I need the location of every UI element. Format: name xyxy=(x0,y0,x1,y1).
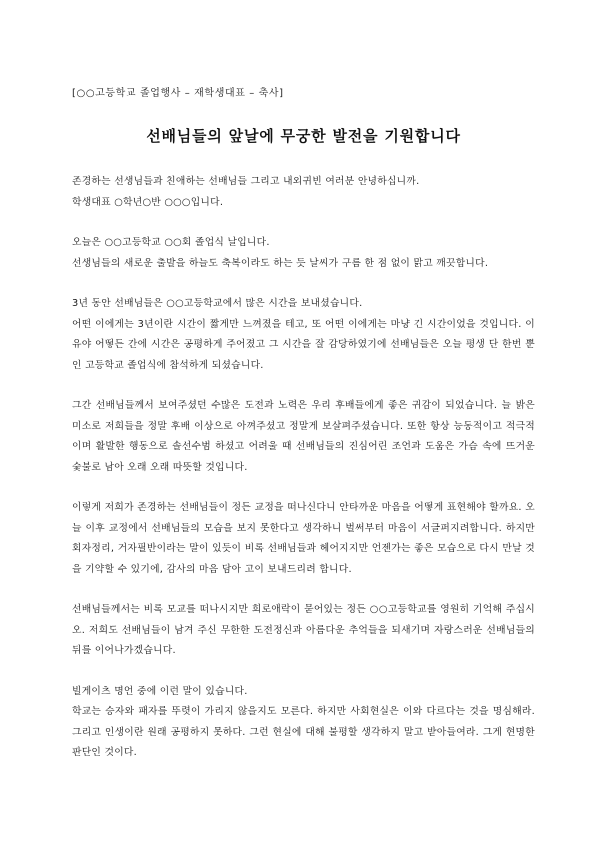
paragraph-line: 어떤 이에게는 3년이란 시간이 짧게만 느껴졌을 테고, 또 어떤 이에게는 마냥 긴 시간이었을 것입니다. 이유야 어떻든 간에 시간은 공평하게 주어졌고 그 시간을 잘 감당하였기에 선배님들은 오늘 평생 단 한번 뿐인 고등학교 졸업식에 참석하게 되셨습니다. xyxy=(72,318,535,371)
paragraph-line: 학생대표 ○학년○반 ○○○입니다. xyxy=(72,196,224,208)
paragraph-greeting xyxy=(72,172,535,213)
paragraph-ceremony-day xyxy=(72,233,535,274)
header-tag: [○○고등학교 졸업행사 – 재학생대표 – 축사] xyxy=(72,88,284,99)
paragraph-line: 그간 선배님들께서 보여주셨던 수많은 도전과 노력은 우리 후배들에게 좋은 귀감이 되었습니다. 늘 밝은 미소로 저희들을 정말 후배 이상으로 아껴주셨고 정말게 보살펴주셨습니다. 또한 항상 능동적이고 적극적이며 활발한 행동으로 솔선수범 하셨고 어려울 때 선배님들의 진심어린 조언과 도움은 가슴 속에 뜨거운 숯불로 남아 오래 오래 따뜻할 것입니다. xyxy=(72,400,535,473)
paragraph-line: 선배님들께서는 비록 모교를 떠나시지만 희로애락이 묻어있는 정든 ○○고등학교를 영원히 기억해 주십시오. 저희도 선배님들이 남겨 주신 무한한 도전정신과 아름다운 추억들을 되새기며 자랑스러운 선배님들의 뒤를 이어나가겠습니다. xyxy=(72,604,535,656)
paragraph-quote xyxy=(72,682,535,764)
paragraph-challenges xyxy=(72,396,535,478)
paragraph-line: 3년 동안 선배님들은 ○○고등학교에서 많은 시간을 보내셨습니다. xyxy=(72,298,363,309)
paragraph-line: 이렇게 저희가 존경하는 선배님들이 정든 교정을 떠나신다니 안타까운 마음을 어떻게 표현해야 할까요. 오늘 이후 교정에서 선배님들의 모습을 보지 못한다고 생각하니 벌써부터 마음이 서글퍼지려합니다. 하지만 회자정리, 거자필반이라는 말이 있듯이 비록 선배님들과 헤어지지만 언젠가는 좋은 모습으로 다시 만날 것을 기약할 수 있기에, 감사의 마음 담아 고이 보내드리려 합니다. xyxy=(72,502,535,575)
paragraph-line: 선생님들의 새로운 출발을 하늘도 축복이라도 하는 듯 날씨가 구름 한 점 없이 맑고 깨끗합니다. xyxy=(72,257,489,269)
paragraph-remember xyxy=(72,600,535,662)
paragraph-line: 학교는 승자와 패자를 뚜렷이 가리지 않을지도 모른다. 하지만 사회현실은 이와 다르다는 것을 명심해라. 그리고 인생이란 원래 공평하지 못하다. 그런 현실에 대해 불평할 생각하지 말고 받아들여라. 그게 현명한 판단인 것이다. xyxy=(72,706,535,758)
page-title: 선배님들의 앞날에 무궁한 발전을 기원합니다 xyxy=(146,127,461,145)
paragraph-three-years xyxy=(72,294,535,376)
paragraph-line: 빌게이츠 명언 중에 이런 말이 있습니다. xyxy=(72,685,248,697)
paragraph-farewell xyxy=(72,498,535,580)
paragraph-line: 오늘은 ○○고등학교 ○○회 졸업식 날입니다. xyxy=(72,237,270,248)
paragraph-line: 존경하는 선생님들과 친애하는 선배님들 그리고 내외귀빈 여러분 안녕하십니까. xyxy=(72,176,420,187)
